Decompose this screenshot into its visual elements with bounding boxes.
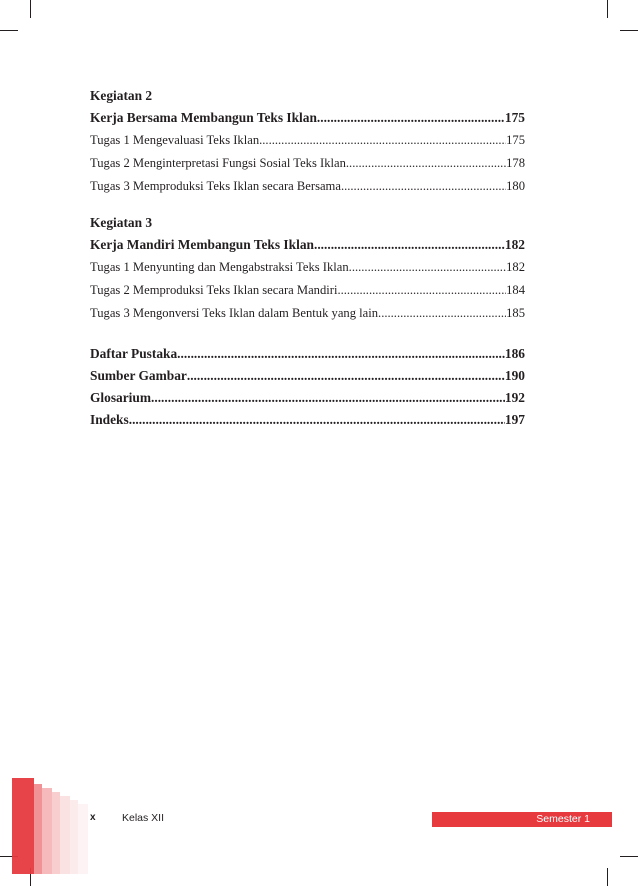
- toc-entry-title: Indeks: [90, 412, 129, 427]
- toc-entry-k3-tugas-1[interactable]: [90, 259, 525, 282]
- toc-entry-k3-tugas-3[interactable]: [90, 305, 525, 328]
- deco-bar: [60, 796, 70, 874]
- toc-entry-kegiatan-3-main[interactable]: [90, 237, 525, 259]
- toc-entry-title: Tugas 2 Memproduksi Teks Iklan secara Mandiri: [90, 283, 338, 297]
- toc-entry-page: 182: [506, 260, 525, 274]
- semester-label: Semester 1: [536, 813, 590, 825]
- crop-mark-top-right-h: [620, 30, 638, 31]
- section-gap: [90, 328, 525, 346]
- toc-entry-title: Tugas 2 Menginterpretasi Fungsi Sosial Teks Iklan: [90, 156, 346, 170]
- toc-entry-k2-tugas-2[interactable]: [90, 155, 525, 178]
- kegiatan-3-heading: Kegiatan 3: [90, 215, 153, 230]
- toc-entry-sumber-gambar[interactable]: [90, 368, 525, 390]
- dot-leader: [317, 110, 505, 126]
- toc-entry-title: Tugas 3 Memproduksi Teks Iklan secara Bersama: [90, 179, 341, 193]
- dot-leader: [378, 305, 506, 321]
- deco-bar: [42, 788, 52, 874]
- deco-bar: [52, 792, 60, 874]
- toc-entry-k2-tugas-1[interactable]: [90, 132, 525, 155]
- toc-entry-kegiatan-2-main[interactable]: [90, 110, 525, 132]
- toc-entry-page: 186: [504, 346, 525, 361]
- toc-entry-page: 175: [506, 133, 525, 147]
- dot-leader: [341, 178, 506, 194]
- toc-entry-page: 190: [504, 368, 525, 383]
- section-gap: [90, 201, 525, 215]
- semester-bar: [432, 812, 612, 827]
- toc-entry-page: 197: [504, 412, 525, 427]
- toc-entry-title: Daftar Pustaka: [90, 346, 178, 361]
- dot-leader: [129, 412, 505, 428]
- dot-leader: [177, 346, 505, 362]
- toc-entry-page: 182: [504, 237, 525, 252]
- toc-entry-title: Tugas 3 Mengonversi Teks Iklan dalam Bentuk yang lain: [90, 306, 379, 320]
- dot-leader: [346, 155, 506, 171]
- toc-entry-title: Glosarium: [90, 390, 152, 405]
- crop-mark-bottom-right-v: [607, 868, 608, 886]
- toc-entry-title: Kerja Bersama Membangun Teks Iklan: [90, 110, 317, 125]
- deco-bar: [70, 800, 78, 874]
- dot-leader: [151, 390, 505, 406]
- deco-bar: [34, 784, 42, 874]
- toc-entry-page: 184: [506, 283, 525, 297]
- toc-entry-glosarium[interactable]: [90, 390, 525, 412]
- toc-entry-page: 180: [506, 179, 525, 193]
- toc-entry-page: 192: [504, 390, 525, 405]
- toc-entry-page: 185: [506, 306, 525, 320]
- dot-leader: [187, 368, 505, 384]
- toc-entry-title: Tugas 1 Menyunting dan Mengabstraksi Teks Iklan: [90, 260, 349, 274]
- crop-mark-top-left-v: [30, 0, 31, 18]
- crop-mark-top-left-h: [0, 30, 18, 31]
- deco-bar: [12, 778, 34, 874]
- toc-entry-k3-tugas-2[interactable]: [90, 282, 525, 305]
- dot-leader: [337, 282, 506, 298]
- toc-entry-title: Tugas 1 Mengevaluasi Teks Iklan: [90, 133, 260, 147]
- toc-entry-page: 178: [506, 156, 525, 170]
- deco-bar: [78, 804, 88, 874]
- footer-decoration: [12, 778, 122, 874]
- crop-mark-top-right-v: [607, 0, 608, 18]
- toc-entry-title: Sumber Gambar: [90, 368, 187, 383]
- toc-entry-indeks[interactable]: [90, 412, 525, 434]
- dot-leader: [349, 259, 506, 275]
- kegiatan-2-heading: Kegiatan 2: [90, 88, 153, 103]
- table-of-contents: [90, 88, 525, 434]
- toc-entry-title: Kerja Mandiri Membangun Teks Iklan: [90, 237, 314, 252]
- toc-entry-k2-tugas-3[interactable]: [90, 178, 525, 201]
- class-label: Kelas XII: [122, 812, 165, 824]
- toc-entry-page: 175: [504, 110, 525, 125]
- crop-mark-bottom-right-h: [620, 856, 638, 857]
- dot-leader: [259, 132, 506, 148]
- toc-entry-daftar-pustaka[interactable]: [90, 346, 525, 368]
- dot-leader: [314, 237, 505, 253]
- page-number: x: [90, 812, 96, 823]
